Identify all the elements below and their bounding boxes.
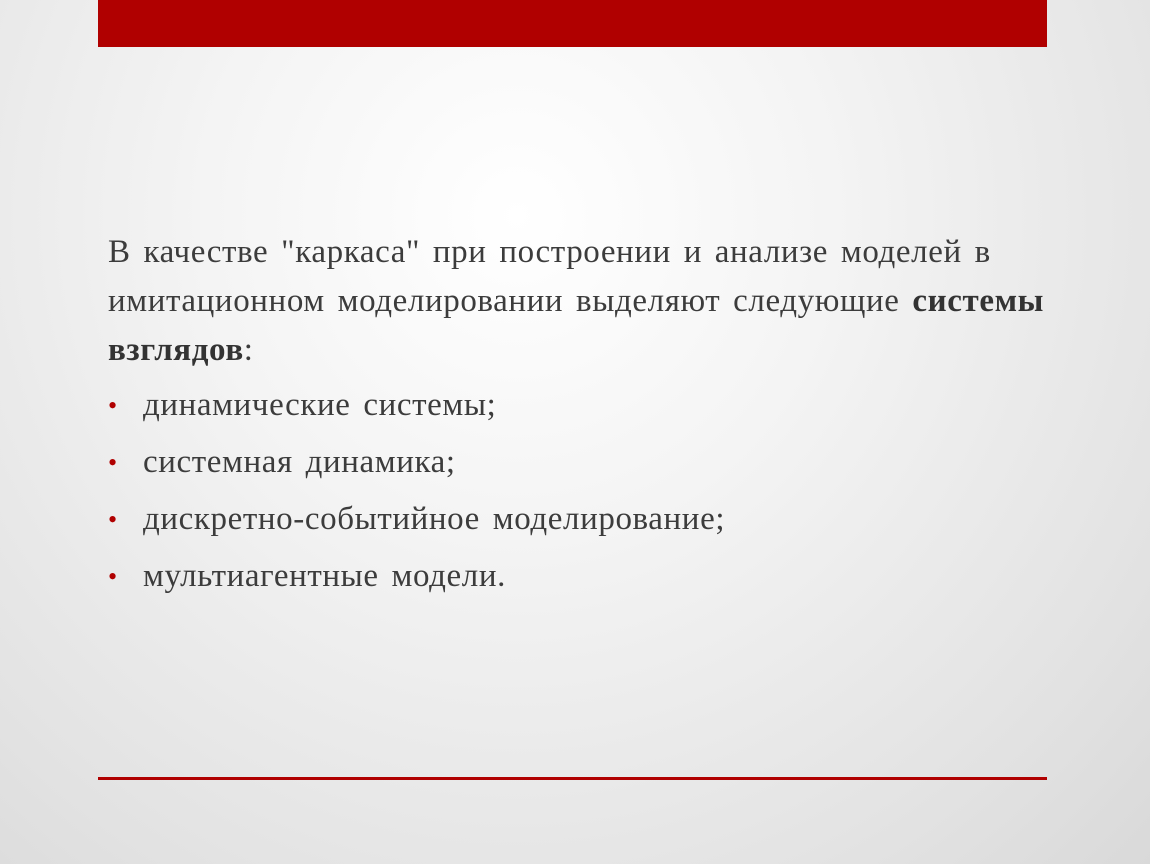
bullet-icon: • <box>108 505 118 534</box>
slide-body <box>108 228 1048 609</box>
list-item <box>108 552 1048 601</box>
bullet-icon: • <box>108 562 118 591</box>
intro-suffix: : <box>243 332 254 368</box>
list-item <box>108 495 1048 544</box>
bullet-icon: • <box>108 448 118 477</box>
bullet-icon: • <box>108 391 118 420</box>
intro-emphasis: системы взглядов <box>108 283 1045 368</box>
intro-paragraph <box>108 228 1048 375</box>
views-list <box>108 381 1048 601</box>
list-item-text: динамические системы; <box>143 387 497 423</box>
list-item-text: мультиагентные модели. <box>143 558 506 594</box>
list-item <box>108 438 1048 487</box>
list-item <box>108 381 1048 430</box>
top-accent-bar <box>98 0 1047 47</box>
bottom-divider <box>98 777 1047 780</box>
list-item-text: дискретно-событийное моделирование; <box>143 501 726 537</box>
intro-text: В качестве "каркаса" при построении и анализе моделей в имитационном моделировании выделяют следующие <box>108 234 991 319</box>
list-item-text: системная динамика; <box>143 444 456 480</box>
